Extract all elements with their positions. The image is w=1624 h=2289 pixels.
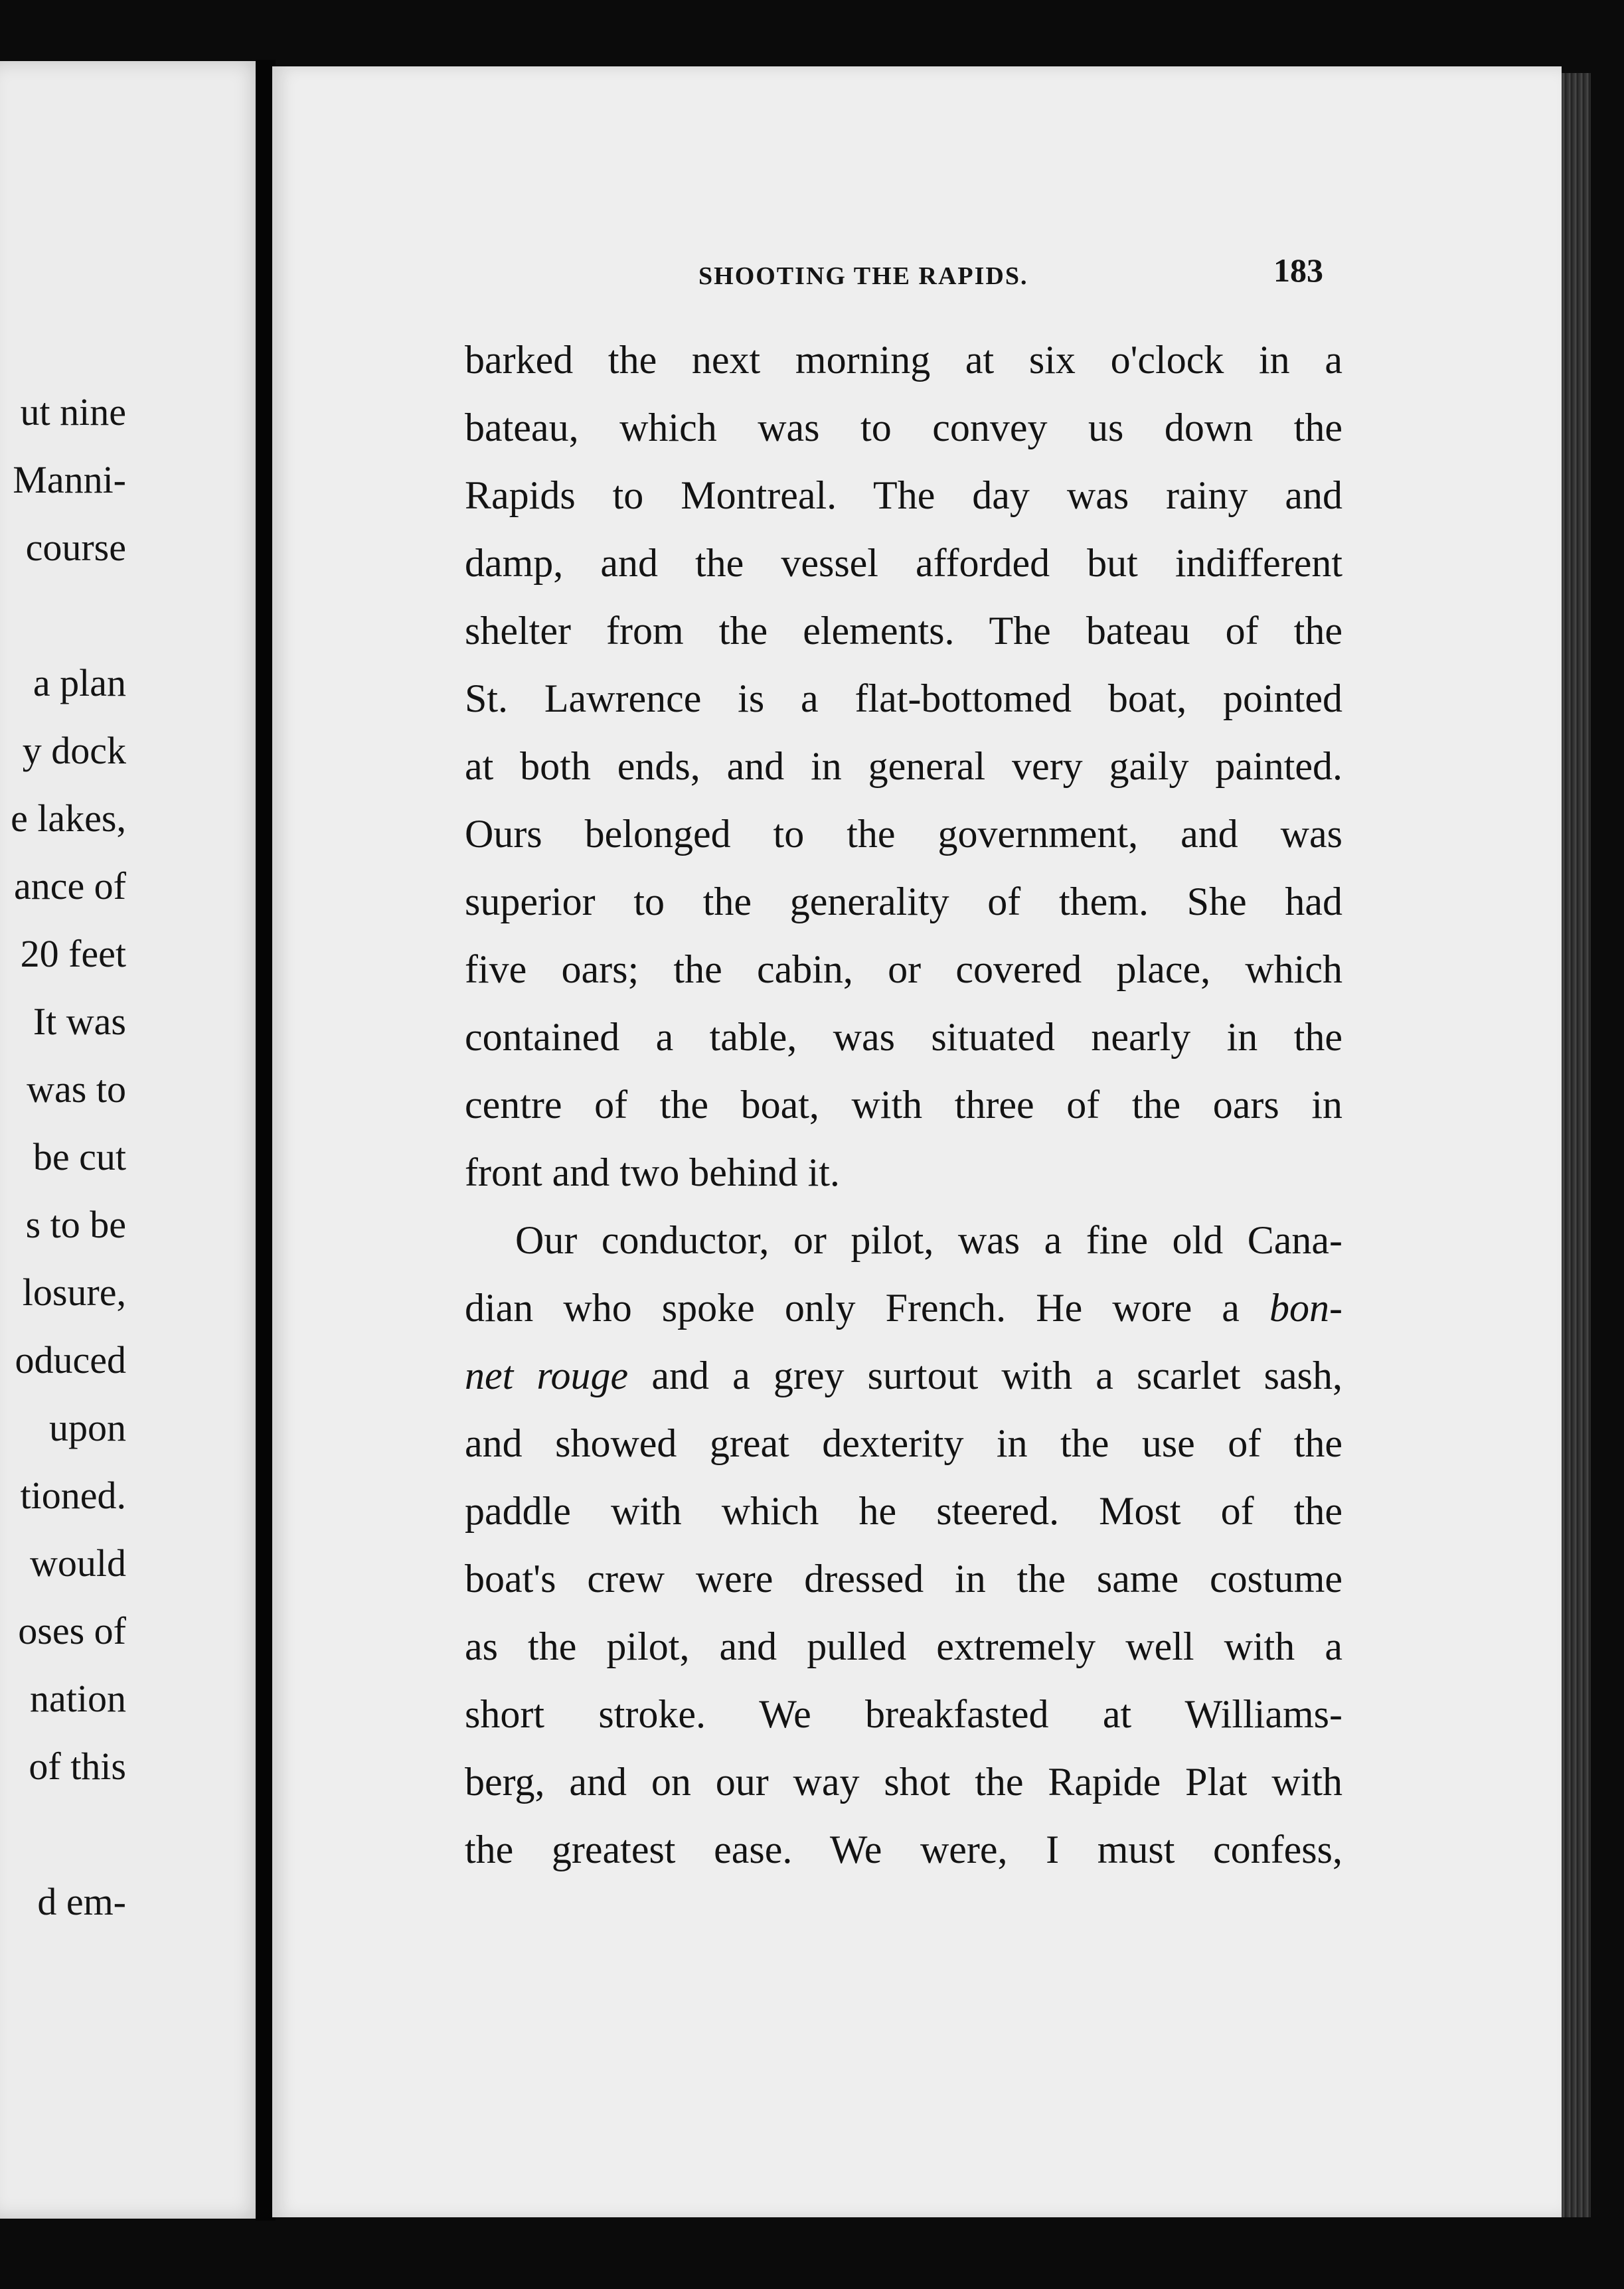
- left-line: 20 feet: [20, 932, 126, 975]
- italic-span: bon-: [1269, 1286, 1342, 1330]
- left-line: y dock: [22, 729, 126, 772]
- left-line: s to be: [25, 1203, 126, 1246]
- text-line: [465, 1288, 1342, 1328]
- text-line: superior to the generality of them. She had: [465, 880, 1342, 923]
- left-line: e lakes,: [11, 797, 126, 840]
- text-line: [465, 1356, 1342, 1395]
- text-line: short stroke. We breakfasted at Williams-: [465, 1692, 1342, 1736]
- text-line: at both ends, and in general very gaily painted.: [465, 744, 1342, 788]
- text-span: and a grey surtout with a scarlet sash,: [651, 1354, 1342, 1397]
- text-line: Rapids to Montreal. The day was rainy and: [465, 473, 1342, 517]
- text-line: bateau, which was to convey us down the: [465, 406, 1342, 449]
- left-line: nation: [30, 1677, 126, 1720]
- text-line: damp, and the vessel afforded but indifferent: [465, 541, 1342, 585]
- text-line: centre of the boat, with three of the oars in: [465, 1083, 1342, 1127]
- left-line: upon: [49, 1406, 126, 1449]
- text-line: Our conductor, or pilot, was a fine old Cana-: [515, 1218, 1342, 1262]
- page-number: 183: [1273, 252, 1323, 289]
- running-head: SHOOTING THE RAPIDS.: [698, 262, 1028, 290]
- left-facing-page: [0, 61, 266, 2219]
- left-line: course: [25, 526, 126, 569]
- right-page: [272, 66, 1562, 2217]
- left-line: losure,: [22, 1271, 126, 1314]
- left-line: ut nine: [20, 390, 126, 434]
- left-line: was to: [27, 1067, 126, 1111]
- text-line: as the pilot, and pulled extremely well with a: [465, 1624, 1342, 1668]
- text-line: barked the next morning at six o'clock in a: [465, 338, 1342, 382]
- text-line: St. Lawrence is a flat-bottomed boat, pointed: [465, 676, 1342, 720]
- italic-span: net rouge: [465, 1354, 629, 1397]
- left-line: a plan: [33, 661, 126, 704]
- text-line: shelter from the elements. The bateau of the: [465, 609, 1342, 653]
- text-line: boat's crew were dressed in the same costume: [465, 1557, 1342, 1601]
- text-line: contained a table, was situated nearly in the: [465, 1015, 1342, 1059]
- left-line: d em-: [37, 1880, 126, 1923]
- left-line: Manni-: [13, 458, 126, 501]
- text-line: Ours belonged to the government, and was: [465, 812, 1342, 856]
- page-edges: [1562, 73, 1591, 2217]
- left-line: of this: [29, 1745, 126, 1788]
- left-line: It was: [33, 1000, 126, 1043]
- text-span: dian who spoke only French. He wore a: [465, 1286, 1240, 1330]
- text-line: berg, and on our way shot the Rapide Plat with: [465, 1760, 1342, 1804]
- text-line: front and two behind it.: [465, 1150, 840, 1194]
- left-line: would: [30, 1541, 126, 1585]
- text-line: the greatest ease. We were, I must confess,: [465, 1828, 1342, 1871]
- left-line: be cut: [33, 1135, 126, 1178]
- left-line: tioned.: [20, 1474, 126, 1517]
- left-line: oduced: [15, 1338, 126, 1381]
- text-line: and showed great dexterity in the use of the: [465, 1421, 1342, 1465]
- left-line: oses of: [18, 1609, 126, 1652]
- text-line: five oars; the cabin, or covered place, which: [465, 947, 1342, 991]
- text-line: paddle with which he steered. Most of the: [465, 1489, 1342, 1533]
- left-line: ance of: [13, 864, 126, 908]
